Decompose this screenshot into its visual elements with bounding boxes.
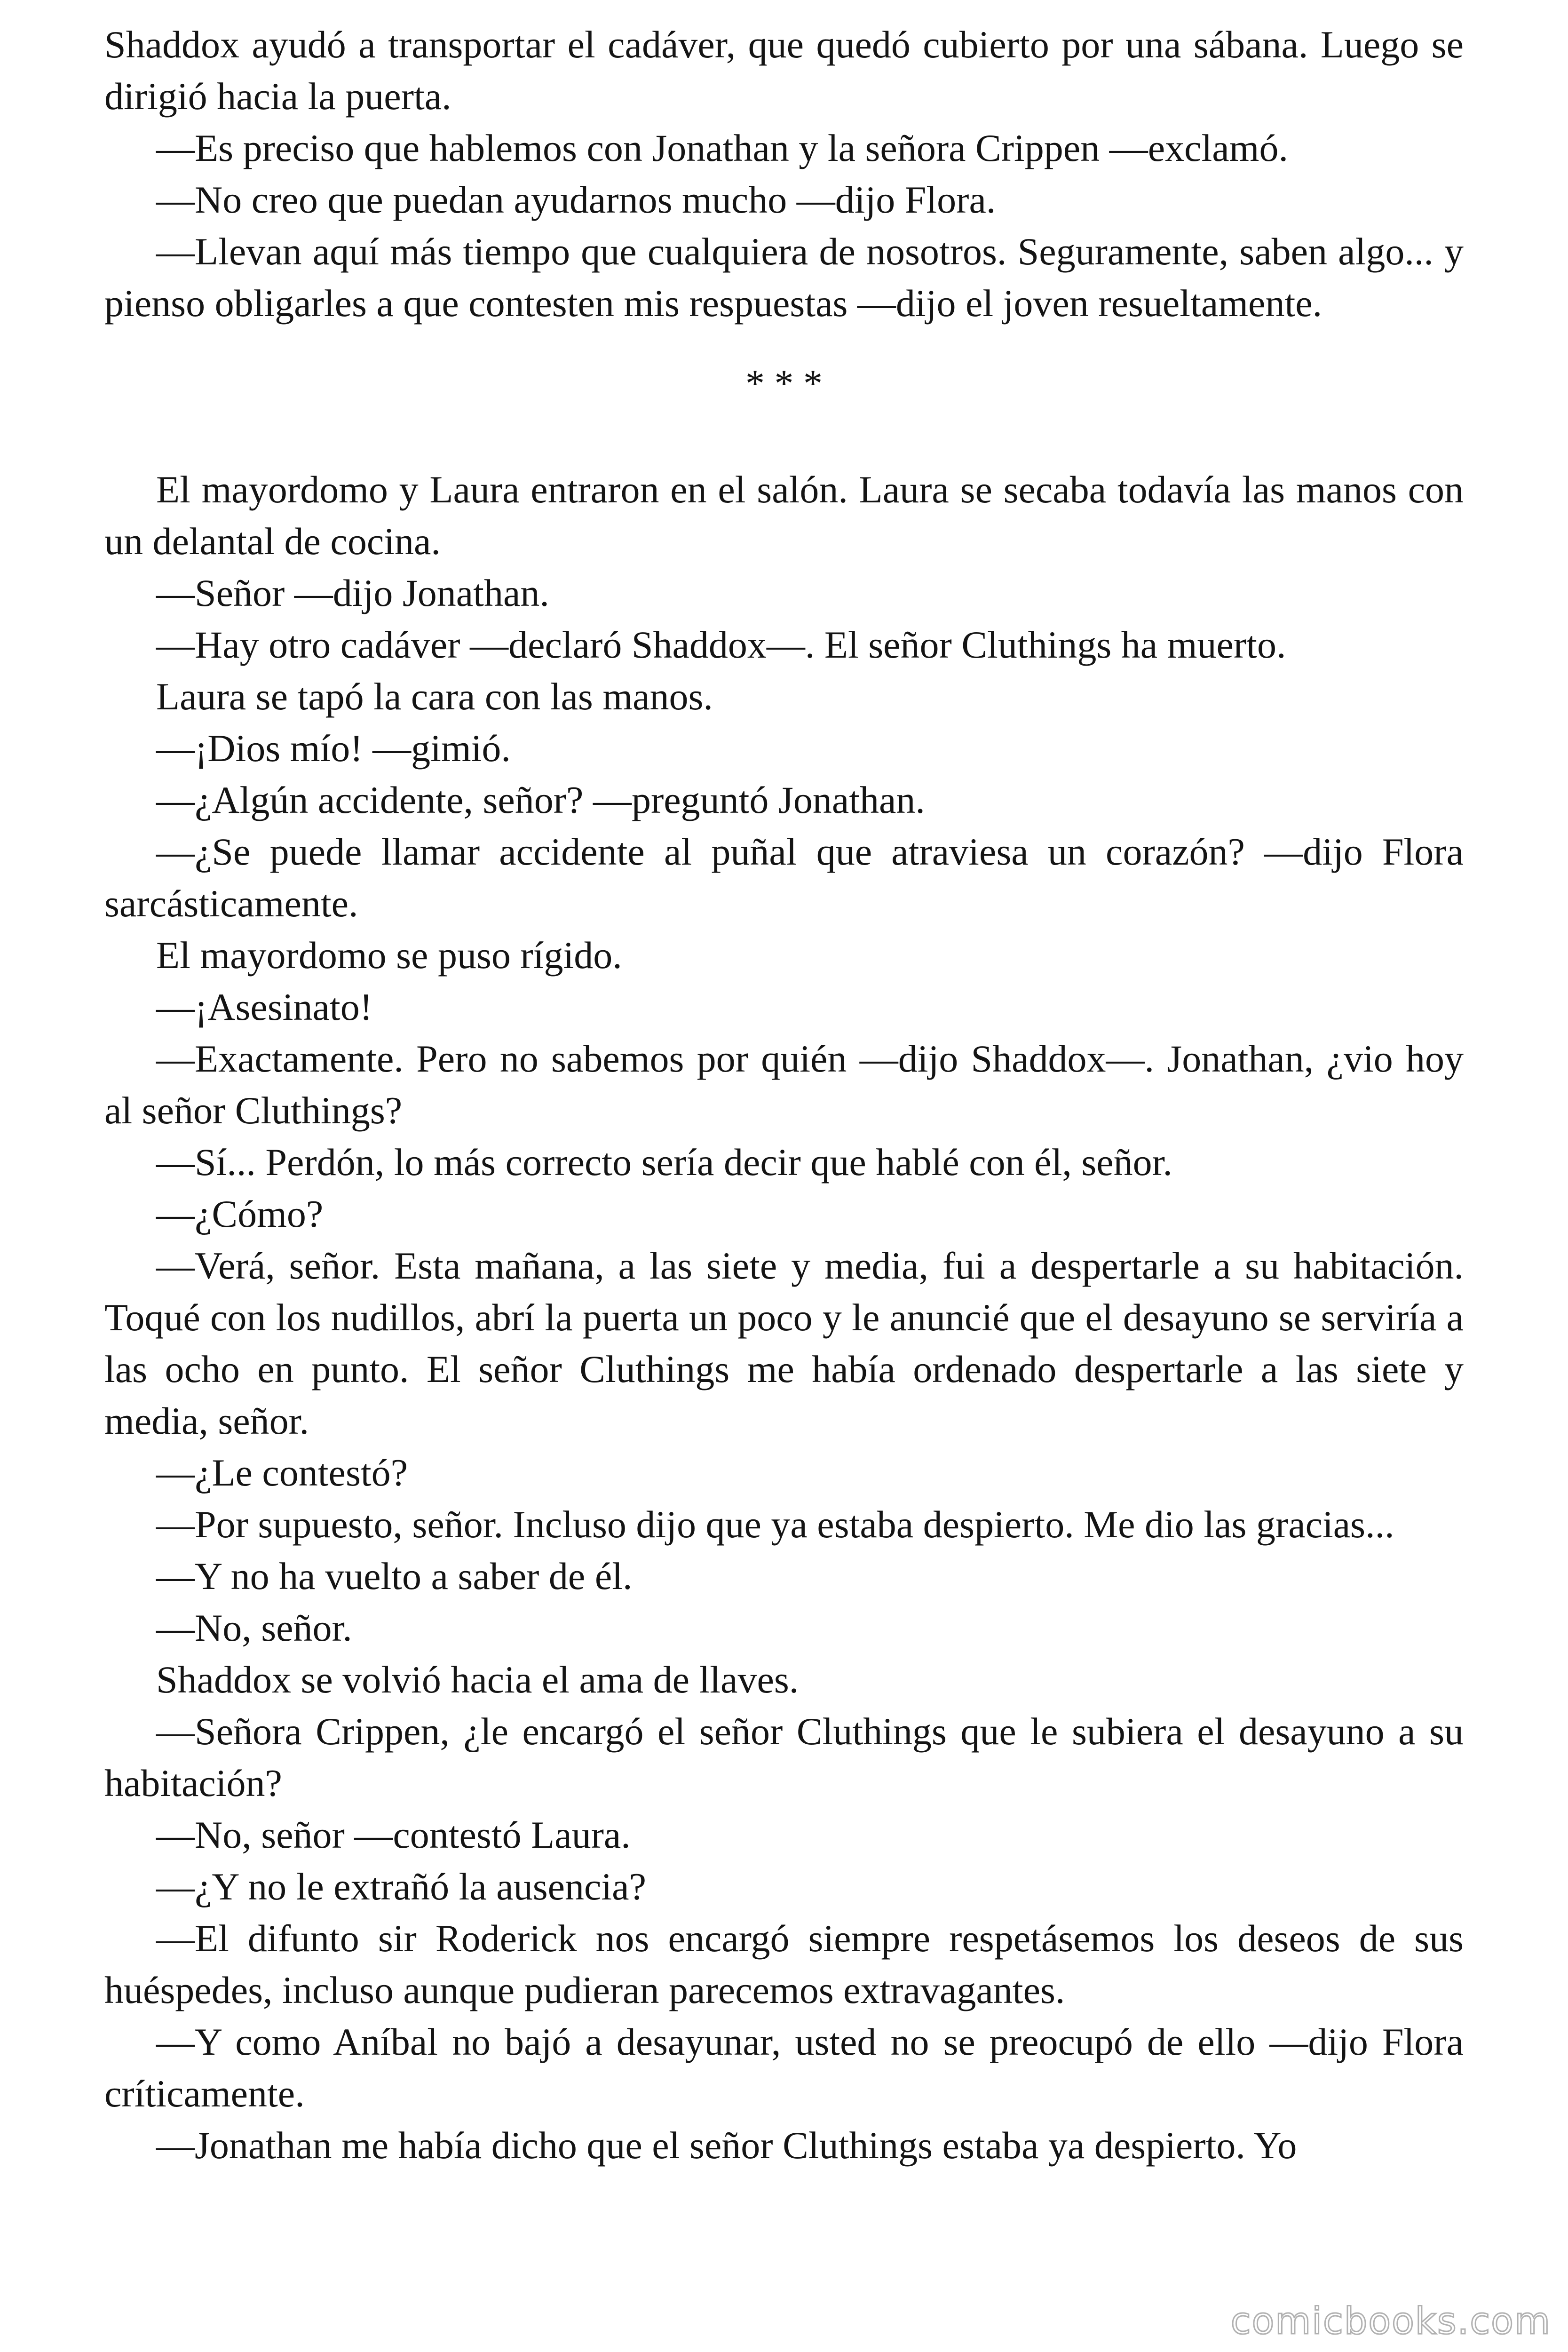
paragraph: —¡Asesinato! [156,985,373,1028]
book-page [104,19,1464,2171]
paragraph: —¿Cómo? [156,1192,324,1235]
paragraph: —¿Se puede llamar accidente al puñal que atraviesa un corazón? —dijo Flora sarcásticamente. [104,830,1464,925]
paragraph: —¿Le contestó? [156,1451,408,1494]
paragraph: —Y no ha vuelto a saber de él. [156,1555,633,1597]
paragraph: —Por supuesto, señor. Incluso dijo que ya estaba despierto. Me dio las gracias... [156,1503,1394,1546]
paragraph: —Señora Crippen, ¿le encargó el señor Cluthings que le subiera el desayuno a su habitación? [104,1710,1464,1804]
paragraph: —Llevan aquí más tiempo que cualquiera de nosotros. Seguramente, saben algo... y pienso obligarles a que contesten mis respuestas —dijo el joven resueltamente. [104,230,1464,325]
paragraph: Shaddox ayudó a transportar el cadáver, que quedó cubierto por una sábana. Luego se dirigió hacia la puerta. [104,23,1464,118]
paragraph: —El difunto sir Roderick nos encargó siempre respetásemos los deseos de sus huéspedes, incluso aunque pudieran parecemos extravagantes. [104,1917,1464,2011]
paragraph: El mayordomo y Laura entraron en el salón. Laura se secaba todavía las manos con un delantal de cocina. [104,468,1464,563]
paragraph: —¡Dios mío! —gimió. [156,727,511,770]
paragraph: —Exactamente. Pero no sabemos por quién —dijo Shaddox—. Jonathan, ¿vio hoy al señor Cluthings? [104,1037,1464,1132]
paragraph: —Verá, señor. Esta mañana, a las siete y media, fui a despertarle a su habitación. Toqué con los nudillos, abrí la puerta un poco y le anuncié que el desayuno se serviría a las ocho en punto. El señor Cluthings me había ordenado despertarle a las siete y media, señor. [104,1244,1464,1442]
paragraph: Laura se tapó la cara con las manos. [156,675,713,718]
paragraph: —Señor —dijo Jonathan. [156,572,549,614]
paragraph: —Jonathan me había dicho que el señor Cluthings estaba ya despierto. Yo [156,2124,1297,2167]
paragraph: —Es preciso que hablemos con Jonathan y la señora Crippen —exclamó. [156,127,1288,169]
watermark-logo: comicbooks.com [1230,2300,1551,2343]
scene-separator: * * * [745,362,823,405]
paragraph: —¿Y no le extrañó la ausencia? [156,1865,646,1908]
paragraph: El mayordomo se puso rígido. [156,934,622,977]
paragraph: —No, señor —contestó Laura. [156,1813,631,1856]
paragraph: —No, señor. [156,1606,352,1649]
paragraph: Shaddox se volvió hacia el ama de llaves. [156,1658,799,1701]
paragraph: —No creo que puedan ayudarnos mucho —dijo Flora. [156,178,996,221]
paragraph: —¿Algún accidente, señor? —preguntó Jonathan. [156,779,925,821]
paragraph: —Hay otro cadáver —declaró Shaddox—. El señor Cluthings ha muerto. [156,623,1286,666]
paragraph: —Y como Aníbal no bajó a desayunar, usted no se preocupó de ello —dijo Flora críticamente. [104,2020,1464,2115]
paragraph: —Sí... Perdón, lo más correcto sería decir que hablé con él, señor. [156,1141,1172,1184]
